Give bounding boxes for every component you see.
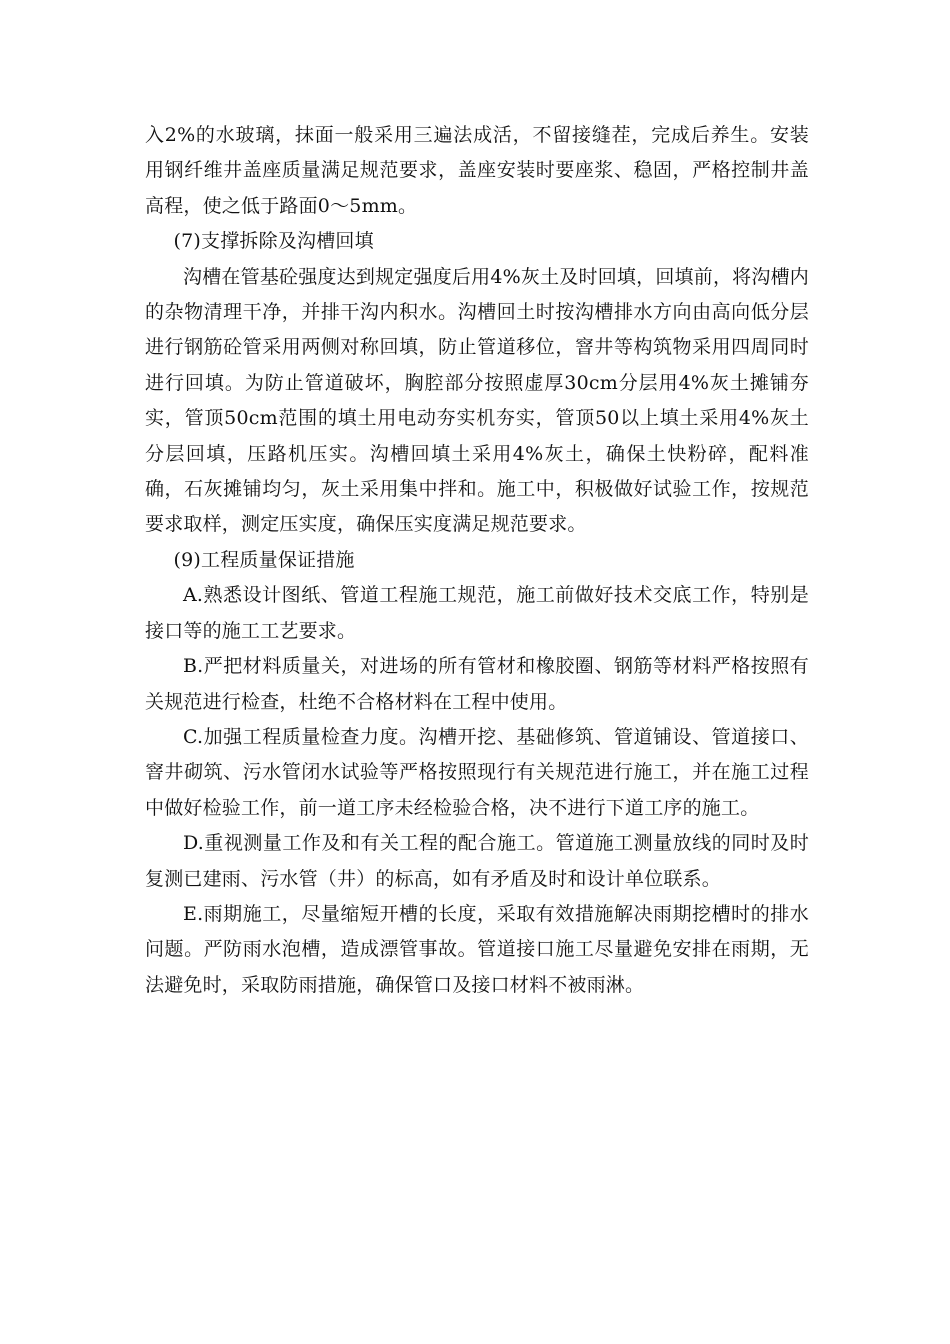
section-heading-7: (7)支撑拆除及沟槽回填 — [173, 230, 374, 253]
document-body — [145, 118, 809, 1003]
paragraph-backfill: 沟槽在管基砼强度达到规定强度后用4%灰土及时回填，回填前，将沟槽内的杂物清理干净，并排干沟内积水。沟槽回土时按沟槽排水方向由高向低分层进行钢筋砼管采用两侧对称回填，防止管道移位，窨井等构筑物采用四周同时进行回填。为防止管道破坏，胸腔部分按照虚厚30cm分层用4%灰土摊铺夯实，管顶50cm范围的填土用电动夯实机夯实，管顶50以上填土采用4%灰土分层回填，压路机压实。沟槽回填土采用4%灰土，确保土快粉碎，配料准确，石灰摊铺均匀，灰土采用集中拌和。施工中，积极做好试验工作，按规范要求取样，测定压实度，确保压实度满足规范要求。 — [145, 265, 809, 536]
paragraph-measure-b: B.严把材料质量关，对进场的所有管材和橡胶圈、钢筋等材料严格按照有关规范进行检查，杜绝不合格材料在工程中使用。 — [145, 655, 809, 713]
paragraph-measure-c: C.加强工程质量检查力度。沟槽开挖、基础修筑、管道铺设、管道接口、窨井砌筑、污水管闭水试验等严格按照现行有关规范进行施工，并在施工过程中做好检验工作，前一道工序未经检验合格，决不进行下道工序的施工。 — [145, 725, 809, 819]
section-heading-9: (9)工程质量保证措施 — [173, 548, 355, 571]
paragraph-measure-d: D.重视测量工作及和有关工程的配合施工。管道施工测量放线的同时及时复测已建雨、污水管（井）的标高，如有矛盾及时和设计单位联系。 — [145, 832, 809, 890]
paragraph-measure-e: E.雨期施工，尽量缩短开槽的长度，采取有效措施解决雨期挖槽时的排水问题。严防雨水泡槽，造成漂管事故。管道接口施工尽量避免安排在雨期，无法避免时，采取防雨措施，确保管口及接口材料不被雨淋。 — [145, 902, 809, 996]
paragraph-continuation: 入2%的水玻璃，抹面一般采用三遍法成活，不留接缝茬，完成后养生。安装用钢纤维井盖座质量满足规范要求，盖座安装时要座浆、稳固，严格控制井盖高程，使之低于路面0～5mm。 — [145, 124, 809, 217]
paragraph-measure-a: A.熟悉设计图纸、管道工程施工规范，施工前做好技术交底工作，特别是接口等的施工工艺要求。 — [145, 584, 809, 642]
